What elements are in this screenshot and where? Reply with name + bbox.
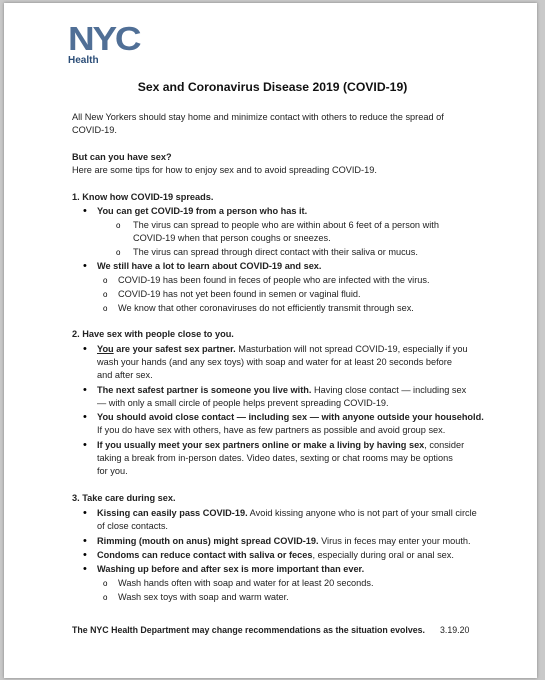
kissing-text: Kissing can easily pass COVID-19. <box>97 508 248 518</box>
bullet-icon: • <box>83 384 87 396</box>
s3-para-4: Washing up before and after sex is more important than ever. <box>97 564 365 574</box>
s2-para-4-line-1 <box>97 439 464 452</box>
s3-para-1-line-2: of close contacts. <box>97 521 168 531</box>
logo-subtitle: Health <box>68 55 99 66</box>
s1-sub-4: COVID-19 has not yet been found in semen or vaginal fluid. <box>118 289 361 299</box>
virus-feces-text: Virus in feces may enter your mouth. <box>318 536 471 546</box>
bullet-icon: • <box>83 411 87 423</box>
s2-para-2-line-2: — with only a small circle of people helps prevent spreading COVID-19. <box>97 398 389 408</box>
footer-date: 3.19.20 <box>440 625 470 635</box>
section-2-heading: 2. Have sex with people close to you. <box>72 329 234 339</box>
s1-bullet-1: You can get COVID-19 from a person who has it. <box>97 206 308 216</box>
s2-para-3-line-2: If you do have sex with others, have as few partners as possible and avoid group sex. <box>97 425 446 435</box>
sub-bullet-icon: o <box>103 290 108 299</box>
rimming-text: Rimming (mouth on anus) might spread COVID-19. <box>97 536 319 546</box>
s2-para-1-line-1 <box>97 343 468 356</box>
s2-para-4-line-3: for you. <box>97 466 128 476</box>
sub-bullet-icon: o <box>103 579 108 588</box>
s1-sub-1-line-2: COVID-19 when that person coughs or sneezes. <box>133 233 331 243</box>
s1-sub-5: We know that other coronaviruses do not efficiently transmit through sex. <box>118 303 414 313</box>
s3-para-2 <box>97 535 471 548</box>
consider-text: , consider <box>424 440 465 450</box>
bullet-icon: • <box>83 343 87 355</box>
intro-line-2: COVID-19. <box>72 125 117 135</box>
avoid-kissing-text: Avoid kissing anyone who is not part of your small circle <box>247 508 477 518</box>
bullet-icon: • <box>83 507 87 519</box>
bullet-icon: • <box>83 563 87 575</box>
sub-bullet-icon: o <box>116 221 121 230</box>
can-you-text: Here are some tips for how to enjoy sex and to avoid spreading COVID-19. <box>72 165 377 175</box>
sub-bullet-icon: o <box>116 248 121 257</box>
online-partners-text: If you usually meet your sex partners online or make a living by having sex <box>97 440 425 450</box>
bullet-icon: • <box>83 549 87 561</box>
close-contact-text: Having close contact — including sex <box>311 385 467 395</box>
s2-para-1-line-3: and after sex. <box>97 370 153 380</box>
s1-sub-2: The virus can spread through direct contact with their saliva or mucus. <box>133 247 418 257</box>
you-emphasis: You <box>97 344 114 354</box>
s2-para-1-line-2: wash your hands (and any sex toys) with soap and water for at least 20 seconds before <box>97 357 452 367</box>
s1-sub-1-line-1: The virus can spread to people who are within about 6 feet of a person with <box>133 220 439 230</box>
bullet-icon: • <box>83 205 87 217</box>
s3-sub-1: Wash hands often with soap and water for at least 20 seconds. <box>118 578 374 588</box>
s3-para-1-line-1 <box>97 507 477 520</box>
bullet-icon: • <box>83 439 87 451</box>
bullet-icon: • <box>83 260 87 272</box>
s3-sub-2: Wash sex toys with soap and warm water. <box>118 592 289 602</box>
sub-bullet-icon: o <box>103 304 108 313</box>
section-3-heading: 3. Take care during sex. <box>72 493 176 503</box>
masturbation-text: Masturbation will not spread COVID-19, especially if you <box>235 344 468 354</box>
s2-para-2-line-1 <box>97 384 466 397</box>
sub-bullet-icon: o <box>103 276 108 285</box>
next-safest-text: The next safest partner is someone you live with. <box>97 385 312 395</box>
s1-bullet-2: We still have a lot to learn about COVID-19 and sex. <box>97 261 322 271</box>
intro-line-1: All New Yorkers should stay home and minimize contact with others to reduce the spread of <box>72 112 444 122</box>
oral-anal-text: , especially during oral or anal sex. <box>312 550 454 560</box>
s1-sub-3: COVID-19 has been found in feces of people who are infected with the virus. <box>118 275 430 285</box>
condoms-text: Condoms can reduce contact with saliva or feces <box>97 550 313 560</box>
can-you-heading: But can you have sex? <box>72 152 172 162</box>
footer-note: The NYC Health Department may change recommendations as the situation evolves. <box>72 625 425 635</box>
safest-partner-text: are your safest sex partner. <box>113 344 236 354</box>
s3-para-3 <box>97 549 454 562</box>
s2-para-4-line-2: taking a break from in-person dates. Video dates, sexting or chat rooms may be options <box>97 453 453 463</box>
s2-para-3-line-1: You should avoid close contact — including sex — with anyone outside your household. <box>97 412 484 422</box>
logo-mark: NYC <box>68 20 140 57</box>
nyc-health-logo <box>68 20 158 70</box>
page-title: Sex and Coronavirus Disease 2019 (COVID-19) <box>137 80 408 94</box>
section-1-heading: 1. Know how COVID-19 spreads. <box>72 192 214 202</box>
sub-bullet-icon: o <box>103 593 108 602</box>
bullet-icon: • <box>83 535 87 547</box>
